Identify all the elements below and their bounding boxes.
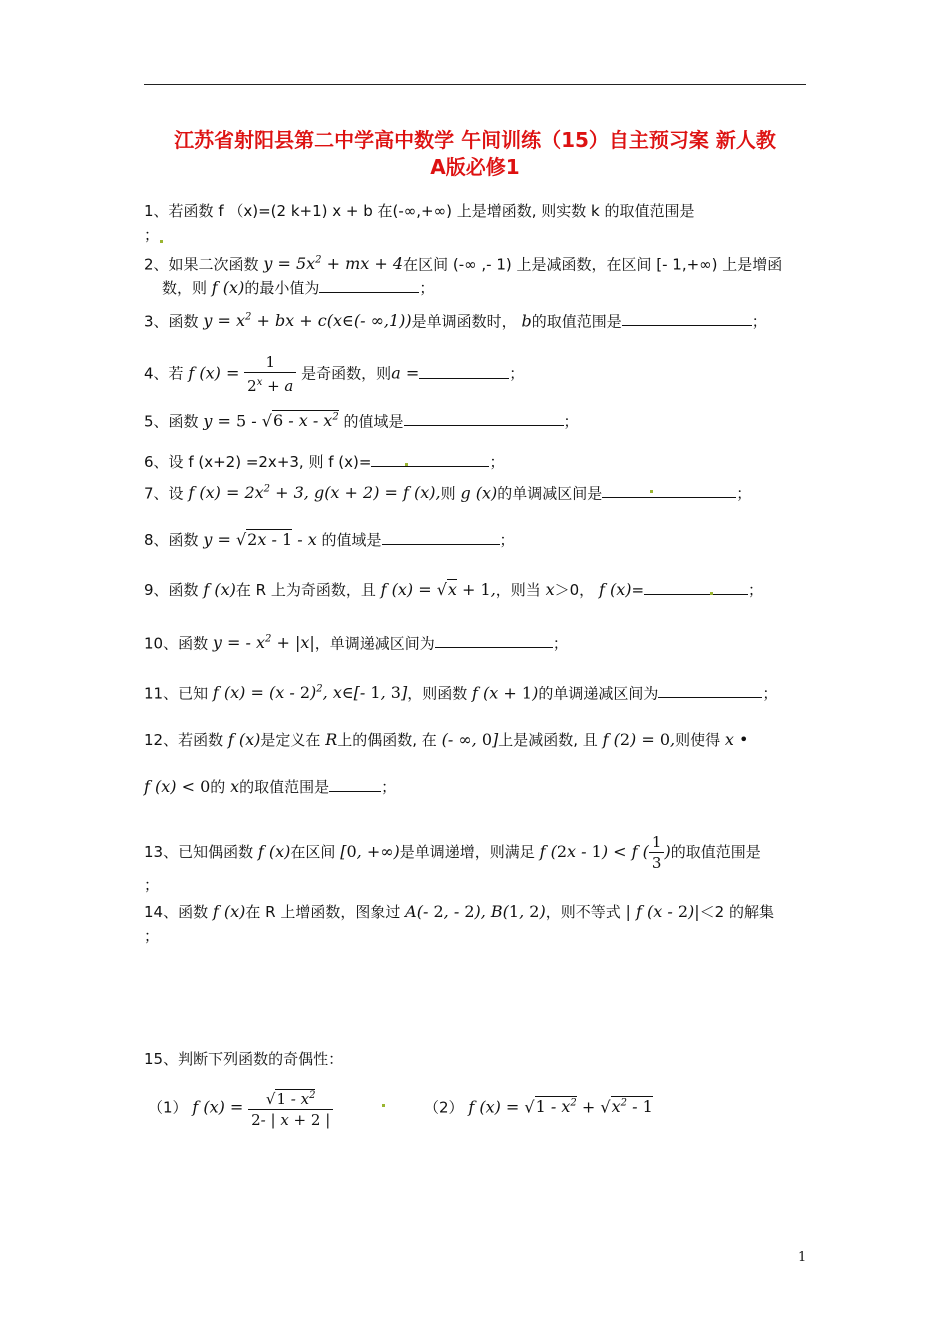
answer-blank[interactable] xyxy=(382,530,500,545)
question-text: ＞0， xyxy=(554,581,595,599)
speck xyxy=(405,463,408,466)
punct: ； xyxy=(381,778,397,796)
question-number: 7、 xyxy=(144,484,169,503)
formula: $y = 5 - √6 - x - x^2$ xyxy=(203,411,339,431)
question-tail: ； xyxy=(144,226,160,244)
question-text: 函数 xyxy=(168,412,199,431)
question-10 xyxy=(144,628,808,655)
question-text: 函数 xyxy=(178,634,209,653)
header-rule xyxy=(144,84,806,85)
question-text: 的最小值为 xyxy=(244,279,320,298)
title-line-1: 江苏省射阳县第二中学高中数学 午间训练（15）自主预习案 新人教 xyxy=(174,128,776,152)
formula: x • xyxy=(724,730,749,749)
question-text: ，则当 xyxy=(495,581,541,599)
question-15-part-2 xyxy=(424,1092,804,1119)
question-1 xyxy=(144,199,808,247)
question-text: 的取值范围是 xyxy=(531,312,622,331)
formula: y = - $x^2 + |x|$ xyxy=(212,633,315,653)
question-number: 3、 xyxy=(144,312,169,331)
question-text: ，则不等式 xyxy=(545,903,621,921)
question-text: 若函数 xyxy=(178,731,224,749)
speck xyxy=(382,1104,385,1107)
question-text: 则使得 xyxy=(675,731,721,749)
variable: x xyxy=(230,777,240,796)
part-label: （2） xyxy=(424,1098,464,1117)
question-2 xyxy=(144,249,808,300)
question-12-line-2 xyxy=(144,775,808,799)
question-11 xyxy=(144,678,808,705)
question-text: 则 xyxy=(440,484,456,503)
speck xyxy=(710,592,713,595)
question-text: 在区间 xyxy=(290,843,336,861)
formula: f (x) xyxy=(212,902,246,921)
question-8 xyxy=(144,528,808,552)
formula: f (x) = (x - 2)$^2$, x∈[- 1, 3] xyxy=(212,683,408,703)
question-4 xyxy=(144,352,808,396)
formula: g (x) xyxy=(460,483,498,503)
question-text: 已知偶函数 xyxy=(178,843,254,861)
punct: ； xyxy=(748,581,764,599)
formula: f (x) < 0 xyxy=(144,777,211,796)
answer-blank[interactable] xyxy=(602,483,736,498)
question-text: 是单调函数时， xyxy=(411,312,517,331)
formula: f $(x) = 2x^2 + 3$, g(x + 2) = f (x), xyxy=(188,483,441,503)
formula: A(- 2, - 2), B(1, 2) xyxy=(405,902,546,921)
formula: f (x) = √x + 1, xyxy=(380,580,496,599)
question-text: 上是减函数, 且 xyxy=(498,731,598,749)
formula: y = √2x - 1 - x xyxy=(203,530,317,549)
formula: f (x) xyxy=(598,580,632,599)
question-text: 上的偶函数, 在 xyxy=(337,731,437,749)
question-number: 8、 xyxy=(144,531,169,549)
variable: x xyxy=(545,580,555,599)
answer-blank[interactable] xyxy=(419,364,509,379)
question-5 xyxy=(144,406,808,433)
punct: ； xyxy=(509,364,525,383)
question-text: 如果二次函数 xyxy=(168,255,259,274)
question-9 xyxy=(144,578,808,602)
punct: ； xyxy=(736,484,752,503)
question-text: 的单调递减区间为 xyxy=(538,684,659,703)
question-text: 的单调减区间是 xyxy=(497,484,603,503)
question-text: 函数 xyxy=(168,312,199,331)
formula: f (x) xyxy=(257,842,291,861)
question-text: 的值域是 xyxy=(343,412,404,431)
question-number: 14、 xyxy=(144,903,179,921)
answer-blank[interactable] xyxy=(329,777,381,792)
formula: | f (x - 2)| xyxy=(625,902,700,921)
question-text: 的 xyxy=(210,778,226,796)
title-line-2: A版必修1 xyxy=(430,155,520,179)
question-number: 11、 xyxy=(144,684,179,703)
question-14 xyxy=(144,900,808,948)
question-text: 设 f (x+2) =2x+3, 则 f (x)= xyxy=(168,453,372,471)
question-3 xyxy=(144,306,808,333)
question-text: 若函数 f （x)=(2 k+1) x + b 在(-∞,+∞) 上是增函数, 则实数 k 的取值范围是 xyxy=(168,202,695,220)
punct: ； xyxy=(751,312,767,331)
question-text: 的取值范围是 xyxy=(239,778,330,796)
question-text: ＜2 的解集 xyxy=(699,903,774,921)
question-number: 9、 xyxy=(144,581,169,599)
question-text: 的取值范围是 xyxy=(670,843,761,861)
question-tail: ； xyxy=(144,927,160,945)
question-text: 在 R 上增函数，图象过 xyxy=(245,903,401,921)
punct: ； xyxy=(489,453,505,471)
question-text: 的值域是 xyxy=(321,531,382,549)
variable: a = xyxy=(391,363,420,383)
question-7 xyxy=(144,478,808,505)
answer-blank[interactable] xyxy=(658,683,762,698)
variable: R xyxy=(325,730,338,749)
formula: f (x) = xyxy=(192,1097,244,1117)
question-text: 函数 xyxy=(168,581,199,599)
question-number: 15、 xyxy=(144,1050,179,1068)
question-text: 在 R 上为奇函数，且 xyxy=(235,581,376,599)
formula: f (x) xyxy=(203,580,236,599)
question-text: 函数 xyxy=(168,531,199,549)
question-text: ，则函数 xyxy=(407,684,468,703)
formula: f (x + 1) xyxy=(472,683,539,703)
speck xyxy=(160,240,163,243)
question-number: 2、 xyxy=(144,255,169,274)
question-text: 已知 xyxy=(178,684,209,703)
punct: ； xyxy=(552,634,568,653)
formula: f (2x - 1) < f ( xyxy=(539,842,649,861)
question-number: 4、 xyxy=(144,364,169,383)
formula: f (x) xyxy=(227,730,261,749)
fraction: $\frac{1}{2^x + a}$ xyxy=(244,352,296,396)
answer-blank[interactable] xyxy=(404,411,564,426)
question-12 xyxy=(144,728,808,752)
question-text: 设 xyxy=(168,484,184,503)
question-6 xyxy=(144,450,808,474)
speck xyxy=(650,490,653,493)
question-number: 13、 xyxy=(144,843,179,861)
formula: $y = 5x^2$ + mx + 4 xyxy=(263,254,404,274)
question-text: 是奇函数，则 xyxy=(301,364,392,383)
question-text: 数，则 xyxy=(162,279,208,298)
fraction: $\frac{√1 - x^2}{2- | x + 2 |}$ xyxy=(248,1086,333,1130)
question-number: 5、 xyxy=(144,412,169,431)
formula: f (x) xyxy=(211,278,245,298)
variable: b xyxy=(521,311,532,331)
question-text: 若 xyxy=(168,364,184,383)
formula: f (x) = xyxy=(188,363,240,383)
question-15 xyxy=(144,1047,808,1071)
part-label: （1） xyxy=(148,1098,188,1117)
answer-blank[interactable] xyxy=(644,580,748,595)
formula: (- ∞, 0] xyxy=(441,730,499,749)
formula: f $(x) = √1 - x^2 + √x^2 - 1$ xyxy=(468,1097,653,1117)
punct: ； xyxy=(563,412,579,431)
question-text: = xyxy=(631,581,645,599)
answer-blank[interactable] xyxy=(319,278,419,293)
formula: $y = x^2$ + bx + c(x∈(- ∞,1)) xyxy=(203,311,412,331)
punct: ； xyxy=(419,279,435,298)
page-number: 1 xyxy=(798,1250,807,1265)
question-tail: ； xyxy=(144,876,160,894)
answer-blank[interactable] xyxy=(435,633,553,648)
answer-blank[interactable] xyxy=(622,311,752,326)
question-number: 10、 xyxy=(144,634,179,653)
question-text: 是单调递增，则满足 xyxy=(399,843,535,861)
question-13 xyxy=(144,832,808,897)
question-text: 函数 xyxy=(178,903,209,921)
question-text: 是定义在 xyxy=(260,731,321,749)
question-number: 6、 xyxy=(144,453,169,471)
question-text: 在区间 (-∞ ,- 1) 上是减函数，在区间 [- 1,+∞) 上是增函 xyxy=(403,255,783,274)
question-text: 判断下列函数的奇偶性： xyxy=(178,1050,344,1068)
formula: ) xyxy=(664,842,671,861)
fraction: $\frac{1}{3}$ xyxy=(649,832,665,873)
punct: ； xyxy=(762,684,778,703)
question-number: 12、 xyxy=(144,731,179,749)
formula: f (2) = 0, xyxy=(602,730,676,749)
question-text: ，单调递减区间为 xyxy=(314,634,435,653)
question-number: 1、 xyxy=(144,202,169,220)
answer-blank[interactable] xyxy=(371,452,489,467)
formula: [0, +∞) xyxy=(340,842,400,861)
punct: ； xyxy=(499,531,515,549)
